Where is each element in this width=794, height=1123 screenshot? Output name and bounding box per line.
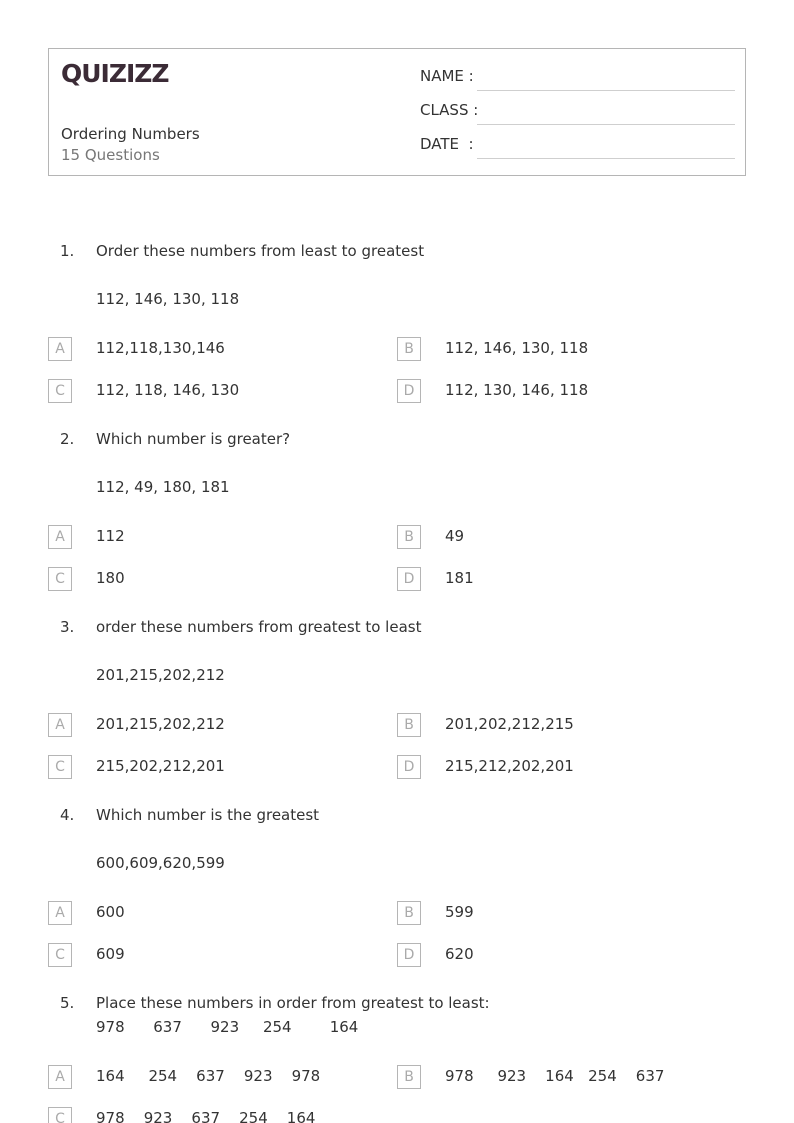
option-d-text: 620 — [445, 945, 474, 963]
option-d-text: 112, 130, 146, 118 — [445, 381, 589, 399]
option-c-box[interactable]: C — [48, 1107, 72, 1123]
option-b-text: 112, 146, 130, 118 — [445, 339, 589, 357]
class-line[interactable] — [477, 124, 735, 125]
option-b-text: 49 — [445, 527, 465, 545]
question-number: 4. — [60, 806, 75, 824]
question-numbers: 112, 146, 130, 118 — [96, 290, 240, 308]
option-a-text: 164 254 637 923 978 — [96, 1067, 321, 1085]
question-text: order these numbers from greatest to least — [96, 618, 422, 636]
option-a-text: 600 — [96, 903, 125, 921]
question-numbers: 600,609,620,599 — [96, 854, 225, 872]
option-b-box[interactable]: B — [397, 713, 421, 737]
option-a-text: 112,118,130,146 — [96, 339, 225, 357]
option-d-box[interactable]: D — [397, 755, 421, 779]
option-d-box[interactable]: D — [397, 943, 421, 967]
option-b-box[interactable]: B — [397, 1065, 421, 1089]
option-b-text: 599 — [445, 903, 474, 921]
question-number: 5. — [60, 994, 75, 1012]
question-text: Order these numbers from least to greatest — [96, 242, 425, 260]
option-c-text: 112, 118, 146, 130 — [96, 381, 240, 399]
option-c-text: 609 — [96, 945, 125, 963]
option-a-text: 201,215,202,212 — [96, 715, 225, 733]
option-c-box[interactable]: C — [48, 755, 72, 779]
option-c-text: 180 — [96, 569, 125, 587]
option-a-text: 112 — [96, 527, 125, 545]
name-field[interactable] — [420, 67, 735, 91]
class-label: CLASS : — [420, 101, 479, 119]
option-a-box[interactable]: A — [48, 1065, 72, 1089]
name-label: NAME : — [420, 67, 474, 85]
question-number: 3. — [60, 618, 75, 636]
option-b-box[interactable]: B — [397, 901, 421, 925]
option-c-text: 978 923 637 254 164 — [96, 1109, 316, 1123]
option-d-box[interactable]: D — [397, 379, 421, 403]
question-number: 1. — [60, 242, 75, 260]
question-count: 15 Questions — [61, 146, 160, 164]
question-number: 2. — [60, 430, 75, 448]
date-line[interactable] — [477, 158, 735, 159]
option-a-box[interactable]: A — [48, 713, 72, 737]
option-b-box[interactable]: B — [397, 525, 421, 549]
option-d-text: 215,212,202,201 — [445, 757, 574, 775]
option-b-text: 978 923 164 254 637 — [445, 1067, 665, 1085]
date-label: DATE : — [420, 135, 474, 153]
question-numbers: 112, 49, 180, 181 — [96, 478, 230, 496]
option-a-box[interactable]: A — [48, 337, 72, 361]
question-text: Which number is the greatest — [96, 806, 320, 824]
question-text: Place these numbers in order from greatest to least: — [96, 994, 490, 1012]
date-field[interactable] — [420, 135, 735, 159]
option-c-box[interactable]: C — [48, 379, 72, 403]
option-b-box[interactable]: B — [397, 337, 421, 361]
option-a-box[interactable]: A — [48, 901, 72, 925]
option-c-text: 215,202,212,201 — [96, 757, 225, 775]
class-field[interactable] — [420, 101, 735, 125]
worksheet-header — [48, 48, 746, 176]
question-numbers: 201,215,202,212 — [96, 666, 225, 684]
name-line[interactable] — [477, 90, 735, 91]
option-d-box[interactable]: D — [397, 567, 421, 591]
worksheet-title: Ordering Numbers — [61, 125, 200, 143]
question-numbers: 978 637 923 254 164 — [96, 1018, 359, 1036]
option-c-box[interactable]: C — [48, 943, 72, 967]
option-d-text: 181 — [445, 569, 474, 587]
option-a-box[interactable]: A — [48, 525, 72, 549]
quizizz-logo: QUIZIZZ — [61, 59, 169, 88]
option-c-box[interactable]: C — [48, 567, 72, 591]
question-text: Which number is greater? — [96, 430, 291, 448]
option-b-text: 201,202,212,215 — [445, 715, 574, 733]
